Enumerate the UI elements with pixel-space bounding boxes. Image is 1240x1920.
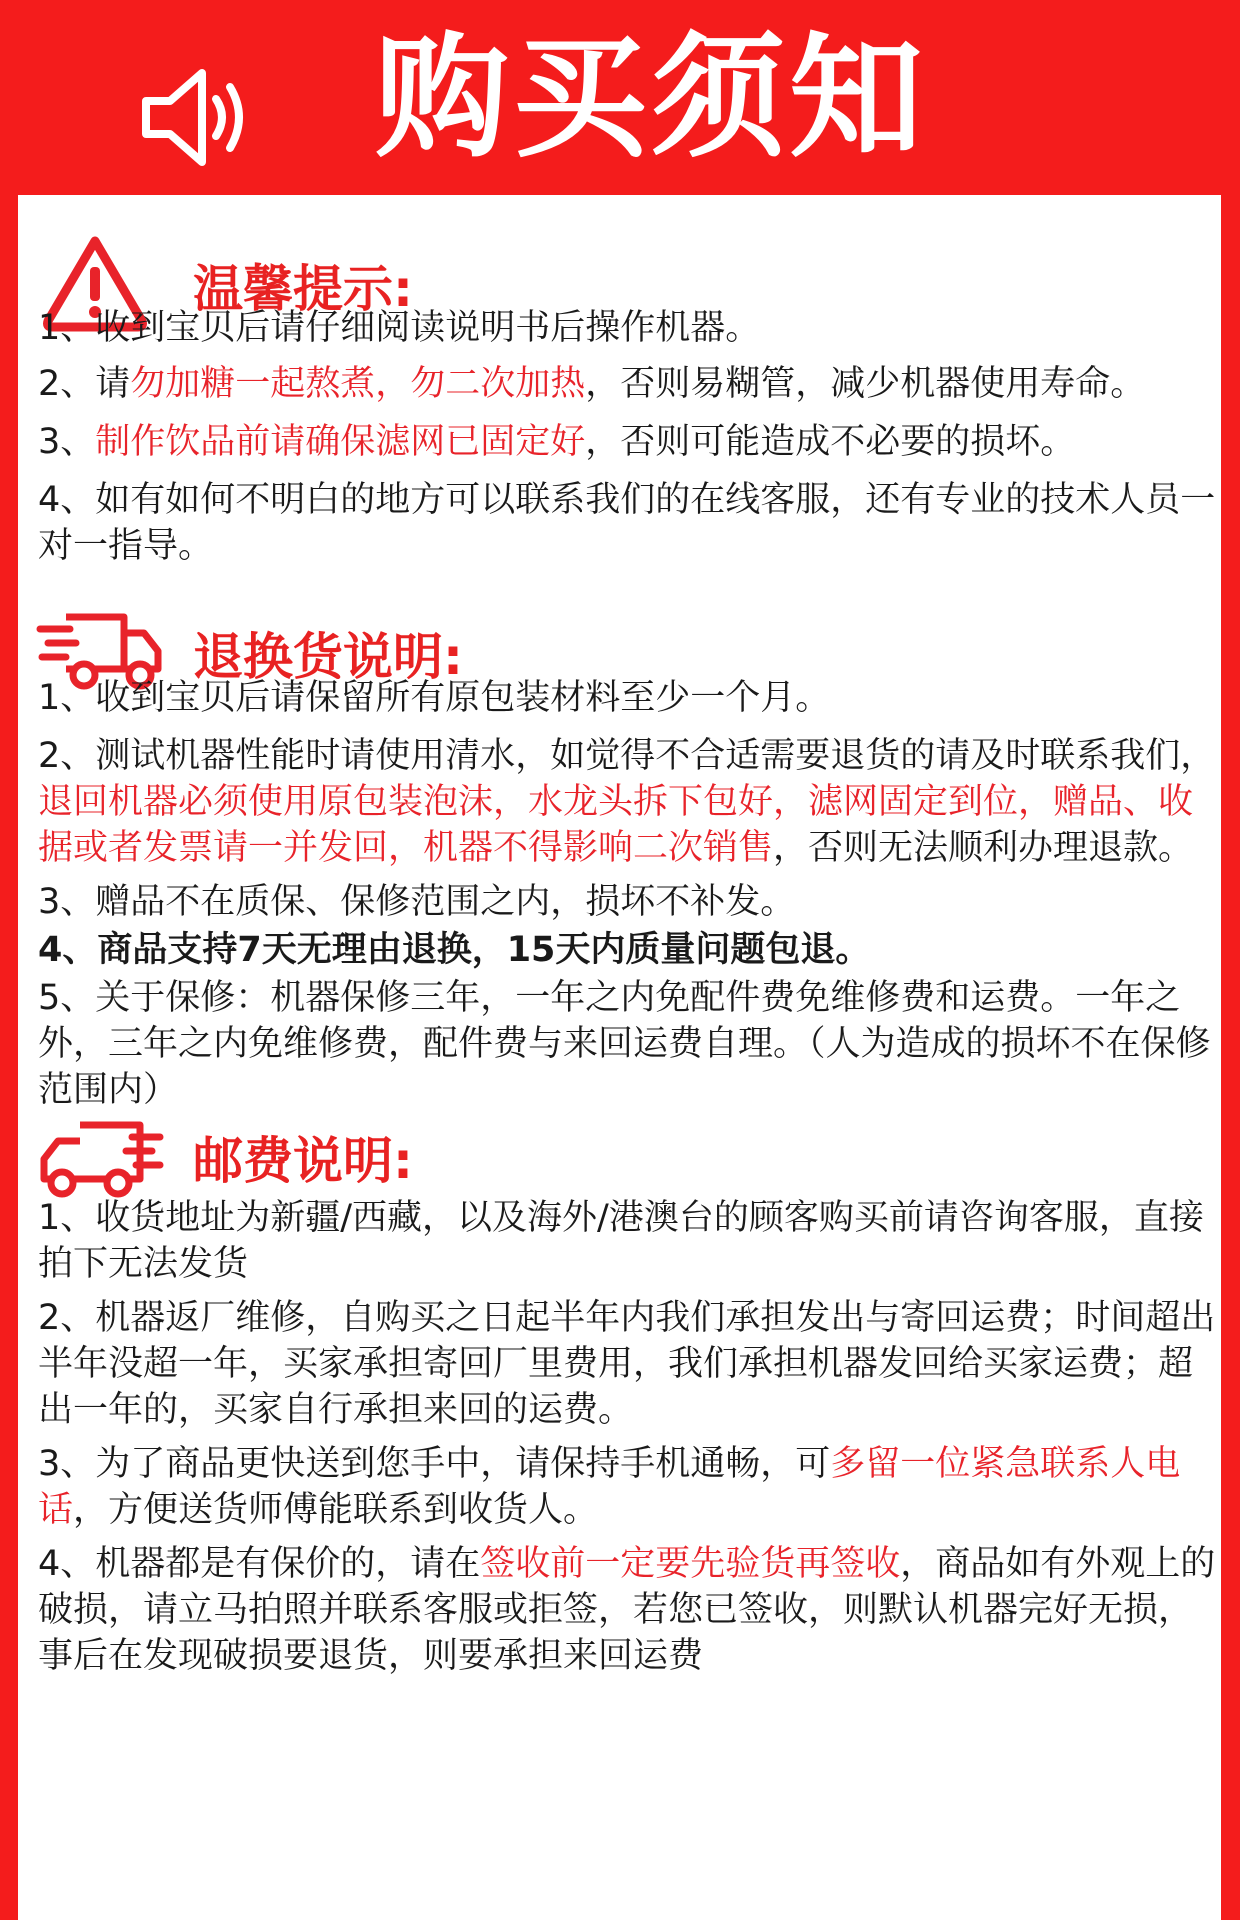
item-text: 1、收到宝贝后请保留所有原包装材料至少一个月。 <box>38 678 831 718</box>
item-text: ，否则无法顺利办理退款。 <box>773 828 1194 868</box>
item-text: 5、关于保修：机器保修三年，一年之内免配件费免维修费和运费。一年之外，三年之内免维修费，配件费与来回运费自理。（人为造成的损坏不在保修范围内） <box>38 978 1211 1110</box>
shipping-title: 邮费说明: <box>193 1132 413 1190</box>
page-title: 购买须知 <box>375 20 928 176</box>
shipping-list <box>38 1195 1218 1679</box>
item-text: 4、机器都是有保价的，请在 <box>38 1544 481 1584</box>
highlighted-text: 多留一位紧急联系人电话 <box>38 1444 1181 1530</box>
item-text: 2、机器返厂维修，自购买之日起半年内我们承担发出与寄回运费；时间超出半年没超一年，买家承担寄回厂里费用，我们承担机器发回给买家运费；超出一年的，买家自行承担来回的运费。 <box>38 1298 1216 1430</box>
header-banner <box>0 0 1240 190</box>
returns-item <box>38 879 1218 925</box>
item-text: ，否则易糊管，减少机器使用寿命。 <box>585 364 1146 404</box>
returns-item <box>38 675 1218 721</box>
shipping-item <box>38 1541 1218 1679</box>
returns-list <box>38 675 1218 1113</box>
highlighted-text: 签收前一定要先验货再签收 <box>480 1544 901 1584</box>
tips-item <box>38 361 1218 407</box>
tips-title: 温馨提示: <box>193 260 413 318</box>
returns-item <box>38 927 1218 973</box>
returns-item <box>38 733 1218 871</box>
speaker-icon <box>140 65 250 170</box>
item-text: 1、收货地址为新疆/西藏，以及海外/港澳台的顾客购买前请咨询客服，直接拍下无法发货 <box>38 1198 1204 1284</box>
delivery-truck-icon <box>36 1113 166 1203</box>
item-text: 4、如有如何不明白的地方可以联系我们的在线客服，还有专业的技术人员一对一指导。 <box>38 480 1216 566</box>
item-text: ，方便送货师傅能联系到收货人。 <box>73 1490 599 1530</box>
tips-item <box>38 305 1218 351</box>
item-text: 4、商品支持7天无理由退换，15天内质量问题包退。 <box>38 930 871 970</box>
content-panel <box>18 195 1221 1920</box>
returns-title: 退换货说明: <box>193 628 463 686</box>
shipping-item <box>38 1295 1218 1433</box>
shipping-item <box>38 1195 1218 1287</box>
item-text: ，否则可能造成不必要的损坏。 <box>585 422 1076 462</box>
tips-list <box>38 305 1218 569</box>
item-text: ，商品如有外观上的破损，请立马拍照并联系客服或拒签，若您已签收，则默认机器完好无损，事后在发现破损要退货，则要承担来回运费 <box>38 1544 1216 1676</box>
item-text: 3、赠品不在质保、保修范围之内，损坏不补发。 <box>38 882 796 922</box>
highlighted-text: 制作饮品前请确保滤网已固定好 <box>95 422 586 462</box>
item-text: 3、 <box>38 422 96 462</box>
item-text: 1、收到宝贝后请仔细阅读说明书后操作机器。 <box>38 308 761 348</box>
item-text: 3、为了商品更快送到您手中，请保持手机通畅，可 <box>38 1444 831 1484</box>
tips-item <box>38 477 1218 569</box>
item-text: 2、测试机器性能时请使用清水，如觉得不合适需要退货的请及时联系我们， <box>38 736 1216 776</box>
returns-item <box>38 975 1218 1113</box>
highlighted-text: 退回机器必须使用原包装泡沫，水龙头拆下包好，滤网固定到位，赠品、收据或者发票请一并发回，机器不得影响二次销售 <box>38 782 1194 868</box>
item-text: 2、请 <box>38 364 131 404</box>
shipping-item <box>38 1441 1218 1533</box>
highlighted-text: 勿加糖一起熬煮，勿二次加热 <box>130 364 586 404</box>
tips-item <box>38 419 1218 465</box>
